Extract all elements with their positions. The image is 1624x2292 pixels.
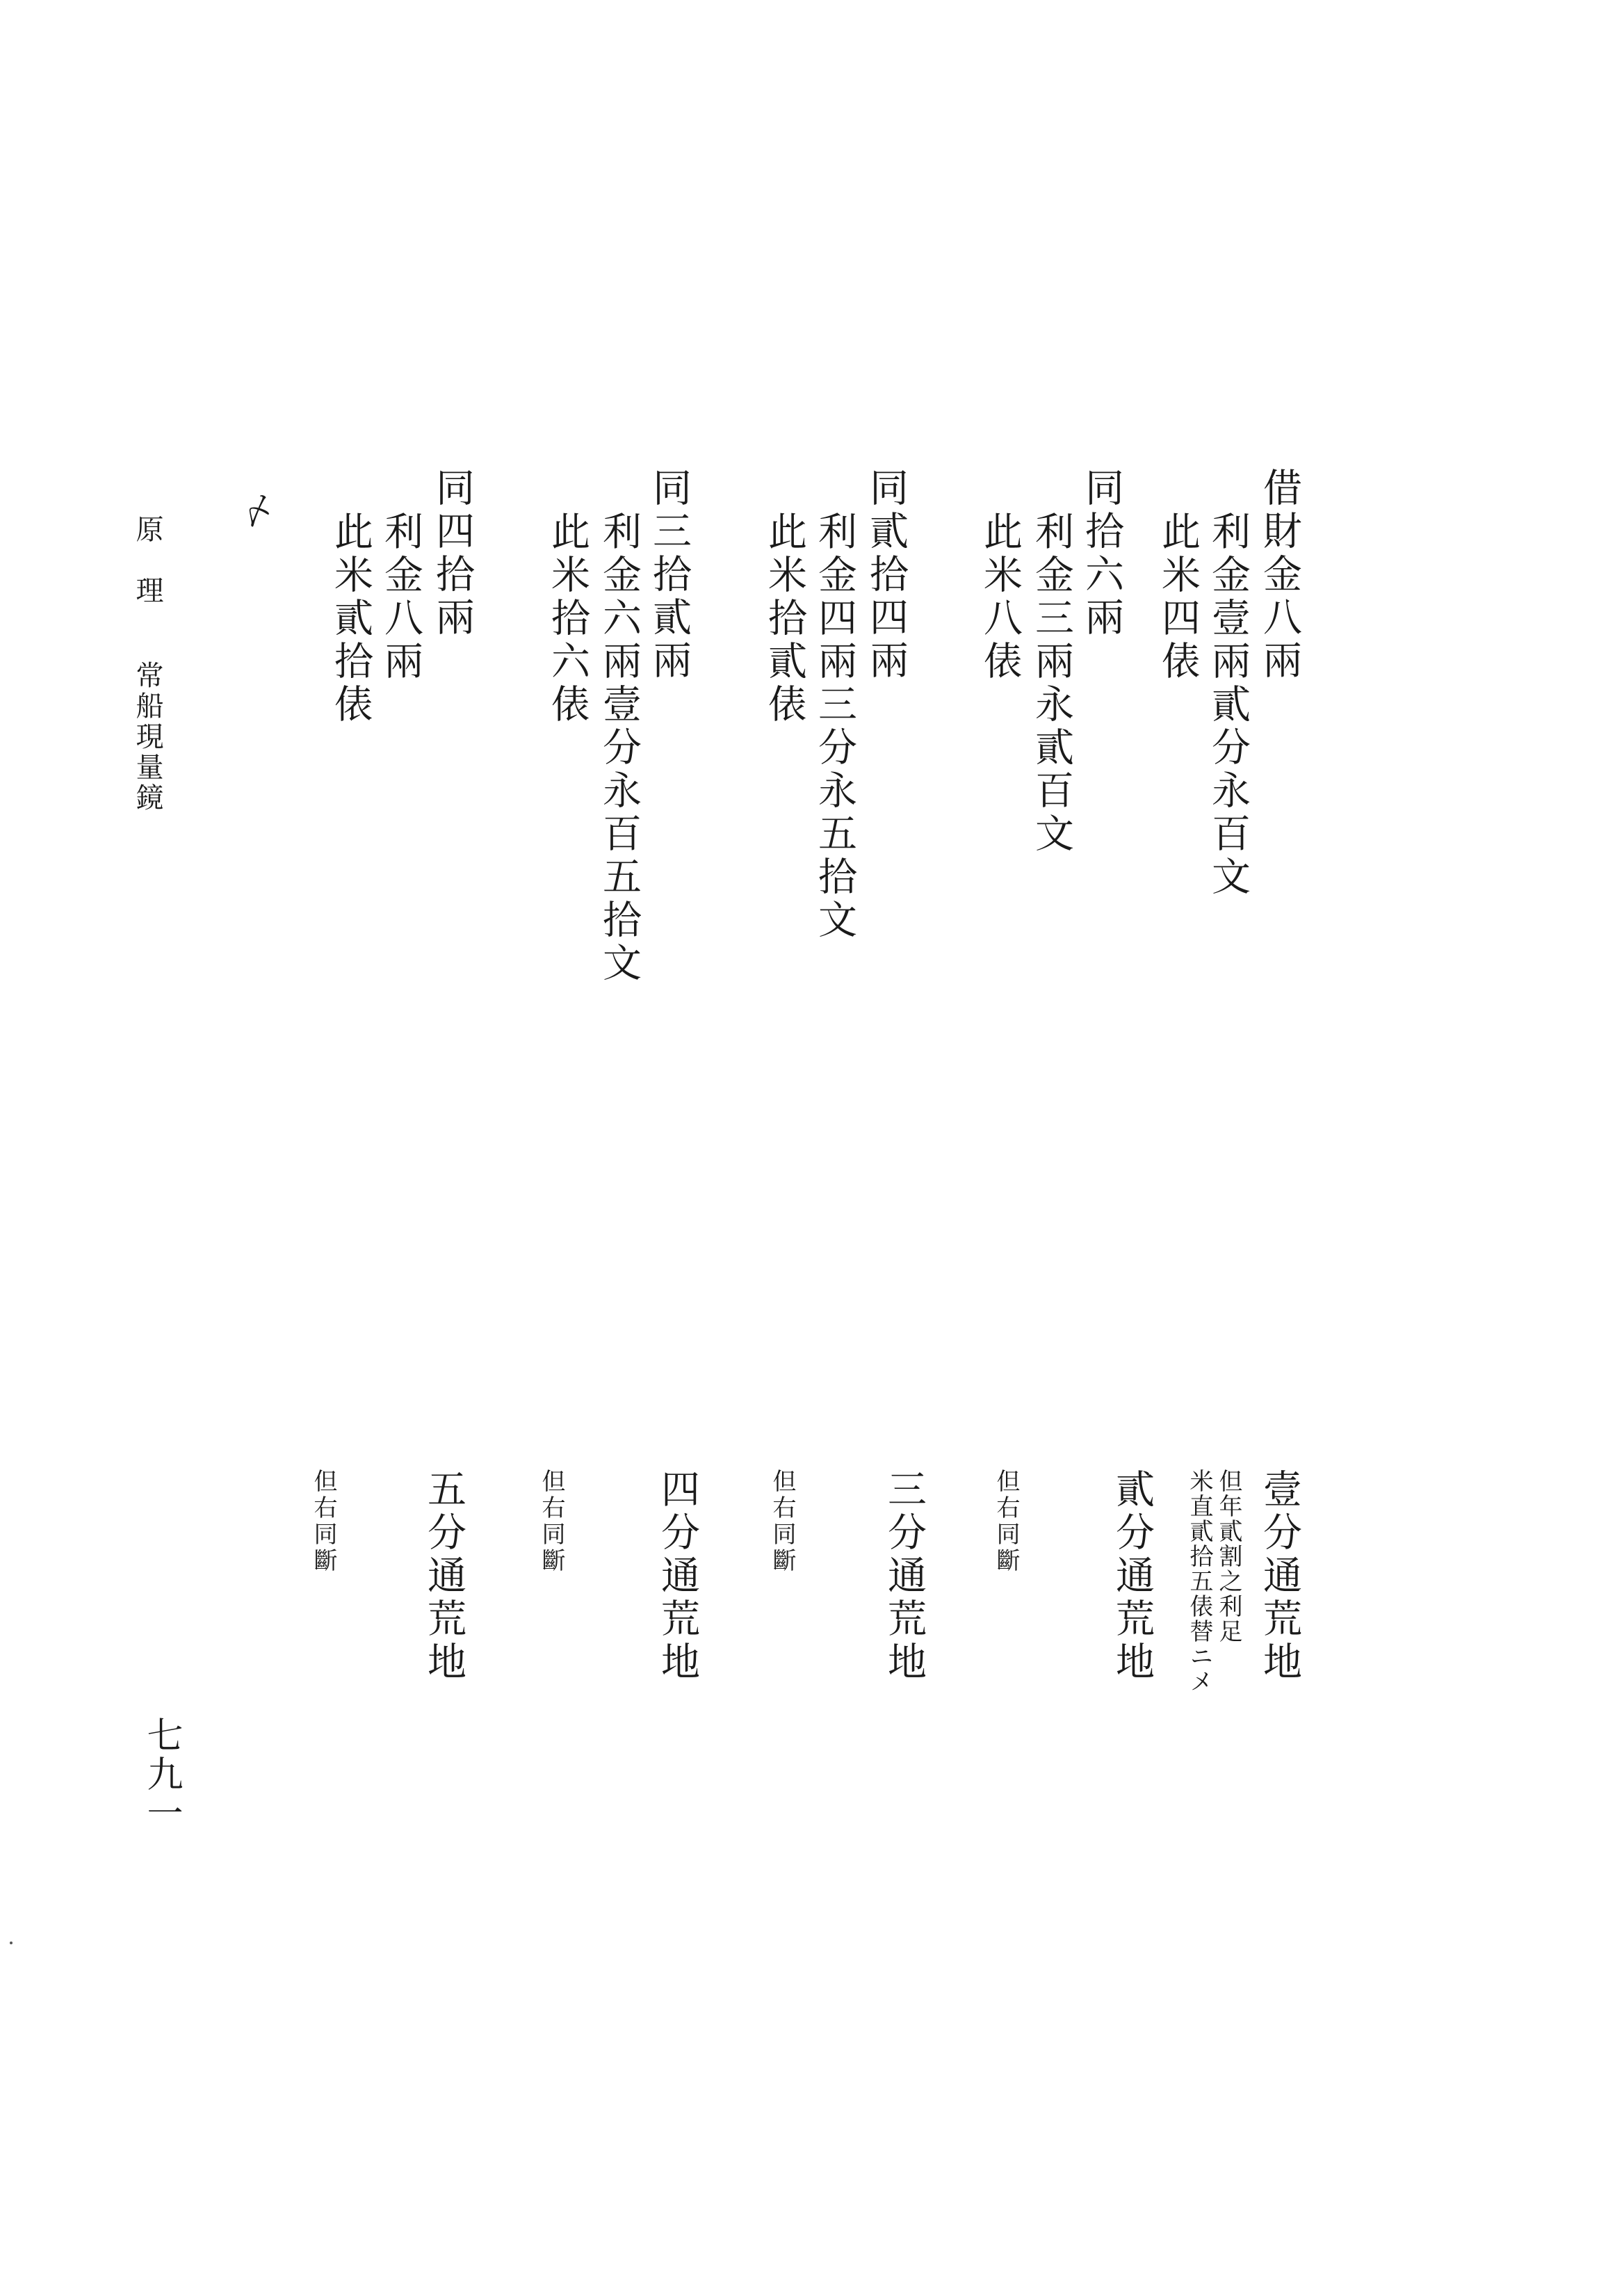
- loan-entry-2-principal: 同拾六兩: [1079, 467, 1124, 640]
- wasteland-1-note-a: 但年貳割之利足: [1215, 1469, 1242, 1644]
- loan-entry-4-interest: 利金六兩壹分永百五拾文: [596, 511, 642, 985]
- loan-entry-4-rice: 此米拾六俵: [545, 511, 590, 727]
- loan-entry-5-interest: 利金八兩: [378, 511, 423, 684]
- wasteland-1-note-b: 米直貳拾五俵替ニメ: [1185, 1469, 1213, 1694]
- loan-entry-4-principal: 同三拾貳兩: [647, 467, 692, 683]
- wasteland-1: 壹分通荒地: [1257, 1469, 1302, 1684]
- loan-entry-1-principal: 借財金八兩: [1257, 467, 1302, 683]
- loan-entry-2-interest: 利金三兩永貳百文: [1029, 511, 1074, 856]
- loan-entry-5-rice: 此米貳拾俵: [328, 511, 373, 727]
- loan-entry-5-principal: 同四拾兩: [430, 467, 475, 640]
- scan-artifact-dot: [10, 1942, 13, 1944]
- loan-entry-3-interest: 利金四兩三分永五拾文: [812, 511, 857, 942]
- loan-entry-3-rice: 此米拾貳俵: [762, 511, 807, 727]
- wasteland-2-note: 但右同斷: [992, 1469, 1020, 1574]
- wasteland-4-note: 但右同斷: [537, 1469, 565, 1574]
- closing-mark: 〆: [238, 490, 279, 534]
- wasteland-2: 貳分通荒地: [1110, 1469, 1155, 1684]
- running-header-section: 原 理: [131, 515, 163, 606]
- page-number: 七九一: [140, 1716, 182, 1833]
- loan-entry-1-rice: 此米四俵: [1155, 511, 1201, 684]
- loan-entry-3-principal: 同貳拾四兩: [863, 467, 909, 683]
- loan-entry-1-interest: 利金壹兩貳分永百文: [1205, 511, 1251, 899]
- wasteland-5-note: 但右同斷: [309, 1469, 337, 1574]
- wasteland-5: 五分通荒地: [421, 1469, 466, 1684]
- loan-entry-2-rice: 此米八俵: [977, 511, 1023, 684]
- wasteland-3: 三分通荒地: [882, 1469, 927, 1684]
- running-header-title: 常船現量鏡: [131, 661, 163, 814]
- wasteland-3-note: 但右同斷: [768, 1469, 796, 1574]
- wasteland-4: 四分通荒地: [655, 1469, 700, 1684]
